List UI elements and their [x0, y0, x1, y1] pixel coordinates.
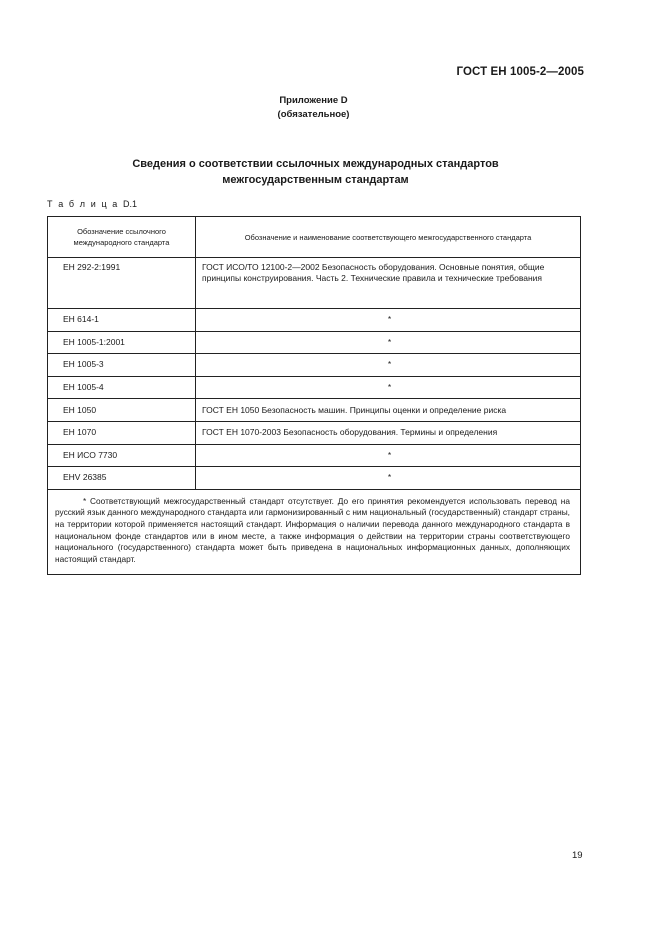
- interstate-standard-cell: ГОСТ ЕН 1050 Безопасность машин. Принципы оценки и определение риска: [196, 399, 581, 422]
- correspondence-table-frame: [47, 216, 581, 575]
- correspondence-table: [48, 217, 580, 490]
- interstate-standard-cell: ГОСТ ЕН 1070-2003 Безопасность оборудования. Термины и определения: [196, 421, 581, 444]
- table-row: [48, 421, 580, 444]
- reference-standard-cell: ЕН 1005-1:2001: [48, 331, 196, 354]
- table-caption-label: Т а б л и ц а: [47, 199, 119, 209]
- table-row: [48, 258, 580, 309]
- annex-title: Приложение D: [279, 95, 348, 106]
- interstate-standard-cell: *: [196, 467, 581, 490]
- column-header-reference: Обозначение ссылочного международного стандарта: [48, 217, 196, 258]
- table-row: [48, 309, 580, 332]
- table-caption: [47, 199, 137, 209]
- section-heading: [0, 156, 631, 188]
- interstate-standard-cell: ГОСТ ИСО/ТО 12100-2—2002 Безопасность оборудования. Основные понятия, общие принципы конструирования. Часть 2. Технические правила и технические требования: [196, 258, 581, 309]
- reference-standard-cell: ЕН 292-2:1991: [48, 258, 196, 309]
- reference-standard-cell: ЕН 1005-4: [48, 376, 196, 399]
- interstate-standard-cell: *: [196, 354, 581, 377]
- table-row: [48, 399, 580, 422]
- table-footnote: * Соответствующий межгосударственный стандарт отсутствует. До его принятия рекомендуется использовать перевод на русский язык данного международного стандарта или гармонизированный с ним национальный (государственный) стандарт страны, на территории которой применяется настоящий стандарт. Информация о наличии перевода данного международного стандарта в национальном фонде стандартов или в ином месте, а также информация о действии на территории страны соответствующего национального (государственного) стандарта может быть приведена в национальных информационных данных, дополняющих настоящий стандарт.: [55, 495, 570, 564]
- annex-status: (обязательное): [277, 109, 350, 120]
- interstate-standard-cell: *: [196, 331, 581, 354]
- interstate-standard-cell: *: [196, 376, 581, 399]
- table-row: [48, 444, 580, 467]
- reference-standard-cell: ЕН 614-1: [48, 309, 196, 332]
- table-row: [48, 376, 580, 399]
- heading-line-1: Сведения о соответствии ссылочных международных стандартов: [132, 158, 499, 170]
- reference-standard-cell: ЕН 1070: [48, 421, 196, 444]
- column-header-interstate: Обозначение и наименование соответствующего межгосударственного стандарта: [196, 217, 581, 258]
- annex-header: [0, 94, 627, 122]
- table-row: [48, 331, 580, 354]
- table-header-row: [48, 217, 580, 258]
- reference-standard-cell: ЕН 1005-3: [48, 354, 196, 377]
- table-caption-number: D.1: [123, 199, 138, 209]
- reference-standard-cell: ЕНV 26385: [48, 467, 196, 490]
- table-row: [48, 467, 580, 490]
- heading-line-2: межгосударственным стандартам: [222, 174, 409, 186]
- reference-standard-cell: ЕН ИСО 7730: [48, 444, 196, 467]
- standard-code: ГОСТ ЕН 1005-2—2005: [456, 66, 584, 78]
- table-row: [48, 354, 580, 377]
- interstate-standard-cell: *: [196, 444, 581, 467]
- interstate-standard-cell: *: [196, 309, 581, 332]
- page-number: 19: [572, 850, 583, 861]
- reference-standard-cell: ЕН 1050: [48, 399, 196, 422]
